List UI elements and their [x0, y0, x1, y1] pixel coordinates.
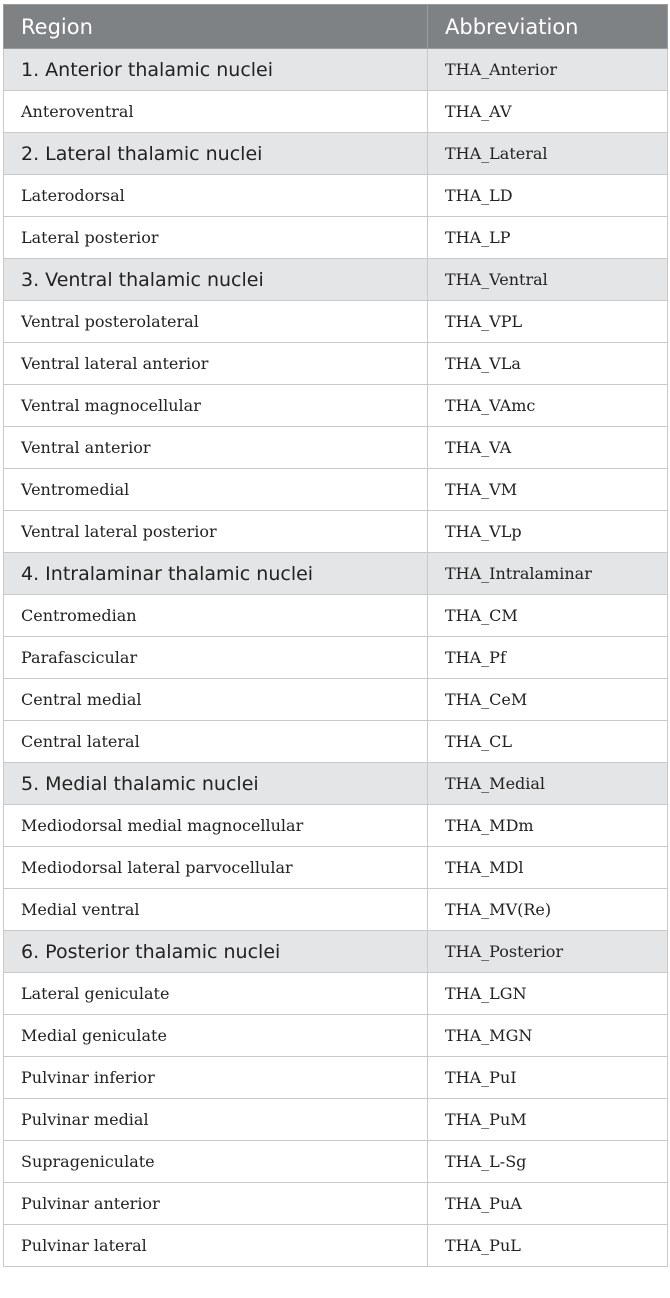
abbreviation-cell: THA_AV — [428, 91, 668, 133]
table-row — [4, 721, 668, 763]
table-row — [4, 1099, 668, 1141]
table-row — [4, 805, 668, 847]
group-region-cell: 3. Ventral thalamic nuclei — [4, 259, 428, 301]
group-abbreviation-cell: THA_Lateral — [428, 133, 668, 175]
group-abbreviation-cell: THA_Intralaminar — [428, 553, 668, 595]
abbreviation-cell: THA_LD — [428, 175, 668, 217]
table-row — [4, 1141, 668, 1183]
table-row — [4, 91, 668, 133]
table-row — [4, 595, 668, 637]
region-cell: Lateral posterior — [4, 217, 428, 259]
table-group-row — [4, 931, 668, 973]
abbreviation-cell: THA_L-Sg — [428, 1141, 668, 1183]
region-cell: Mediodorsal lateral parvocellular — [4, 847, 428, 889]
region-cell: Suprageniculate — [4, 1141, 428, 1183]
region-cell: Medial ventral — [4, 889, 428, 931]
abbreviation-cell: THA_VLa — [428, 343, 668, 385]
table-row — [4, 301, 668, 343]
region-cell: Central medial — [4, 679, 428, 721]
group-abbreviation-cell: THA_Medial — [428, 763, 668, 805]
table-row — [4, 847, 668, 889]
region-column-header: Region — [4, 5, 428, 49]
table-group-row — [4, 49, 668, 91]
abbreviation-cell: THA_LP — [428, 217, 668, 259]
abbreviation-cell: THA_VM — [428, 469, 668, 511]
abbreviation-cell: THA_CL — [428, 721, 668, 763]
abbreviation-cell: THA_VPL — [428, 301, 668, 343]
abbreviation-cell: THA_CM — [428, 595, 668, 637]
abbreviation-cell: THA_PuM — [428, 1099, 668, 1141]
region-cell: Central lateral — [4, 721, 428, 763]
table-row — [4, 385, 668, 427]
table-row — [4, 973, 668, 1015]
region-cell: Centromedian — [4, 595, 428, 637]
region-cell: Pulvinar lateral — [4, 1225, 428, 1267]
table-row — [4, 889, 668, 931]
table-row — [4, 511, 668, 553]
group-region-cell: 6. Posterior thalamic nuclei — [4, 931, 428, 973]
table-row — [4, 427, 668, 469]
table-body — [4, 49, 668, 1267]
region-cell: Pulvinar inferior — [4, 1057, 428, 1099]
table-row — [4, 1225, 668, 1267]
abbreviation-cell: THA_PuL — [428, 1225, 668, 1267]
region-cell: Ventromedial — [4, 469, 428, 511]
abbreviation-cell: THA_LGN — [428, 973, 668, 1015]
table-row — [4, 679, 668, 721]
table-row — [4, 175, 668, 217]
group-region-cell: 2. Lateral thalamic nuclei — [4, 133, 428, 175]
abbreviation-cell: THA_VA — [428, 427, 668, 469]
group-abbreviation-cell: THA_Ventral — [428, 259, 668, 301]
group-region-cell: 5. Medial thalamic nuclei — [4, 763, 428, 805]
abbreviation-cell: THA_PuI — [428, 1057, 668, 1099]
region-cell: Ventral magnocellular — [4, 385, 428, 427]
region-cell: Ventral posterolateral — [4, 301, 428, 343]
region-cell: Pulvinar anterior — [4, 1183, 428, 1225]
abbreviation-cell: THA_MGN — [428, 1015, 668, 1057]
abbreviation-cell: THA_VAmc — [428, 385, 668, 427]
table-row — [4, 1015, 668, 1057]
region-cell: Ventral lateral anterior — [4, 343, 428, 385]
abbreviation-column-header: Abbreviation — [428, 5, 668, 49]
region-cell: Mediodorsal medial magnocellular — [4, 805, 428, 847]
abbreviation-cell: THA_MDm — [428, 805, 668, 847]
abbreviation-cell: THA_Pf — [428, 637, 668, 679]
region-cell: Medial geniculate — [4, 1015, 428, 1057]
table-group-row — [4, 553, 668, 595]
region-cell: Parafascicular — [4, 637, 428, 679]
region-cell: Ventral lateral posterior — [4, 511, 428, 553]
table-row — [4, 343, 668, 385]
abbreviation-cell: THA_MV(Re) — [428, 889, 668, 931]
table-row — [4, 1057, 668, 1099]
thalamic-nuclei-table — [3, 4, 668, 1267]
region-cell: Lateral geniculate — [4, 973, 428, 1015]
group-region-cell: 4. Intralaminar thalamic nuclei — [4, 553, 428, 595]
abbreviation-cell: THA_PuA — [428, 1183, 668, 1225]
abbreviation-cell: THA_VLp — [428, 511, 668, 553]
table-row — [4, 1183, 668, 1225]
table-group-row — [4, 259, 668, 301]
region-cell: Ventral anterior — [4, 427, 428, 469]
table-row — [4, 637, 668, 679]
table-group-row — [4, 133, 668, 175]
region-cell: Laterodorsal — [4, 175, 428, 217]
table-row — [4, 217, 668, 259]
region-cell: Anteroventral — [4, 91, 428, 133]
region-cell: Pulvinar medial — [4, 1099, 428, 1141]
table-header-row — [4, 5, 668, 49]
group-abbreviation-cell: THA_Anterior — [428, 49, 668, 91]
table-group-row — [4, 763, 668, 805]
abbreviation-cell: THA_CeM — [428, 679, 668, 721]
table-row — [4, 469, 668, 511]
group-abbreviation-cell: THA_Posterior — [428, 931, 668, 973]
group-region-cell: 1. Anterior thalamic nuclei — [4, 49, 428, 91]
abbreviation-cell: THA_MDl — [428, 847, 668, 889]
